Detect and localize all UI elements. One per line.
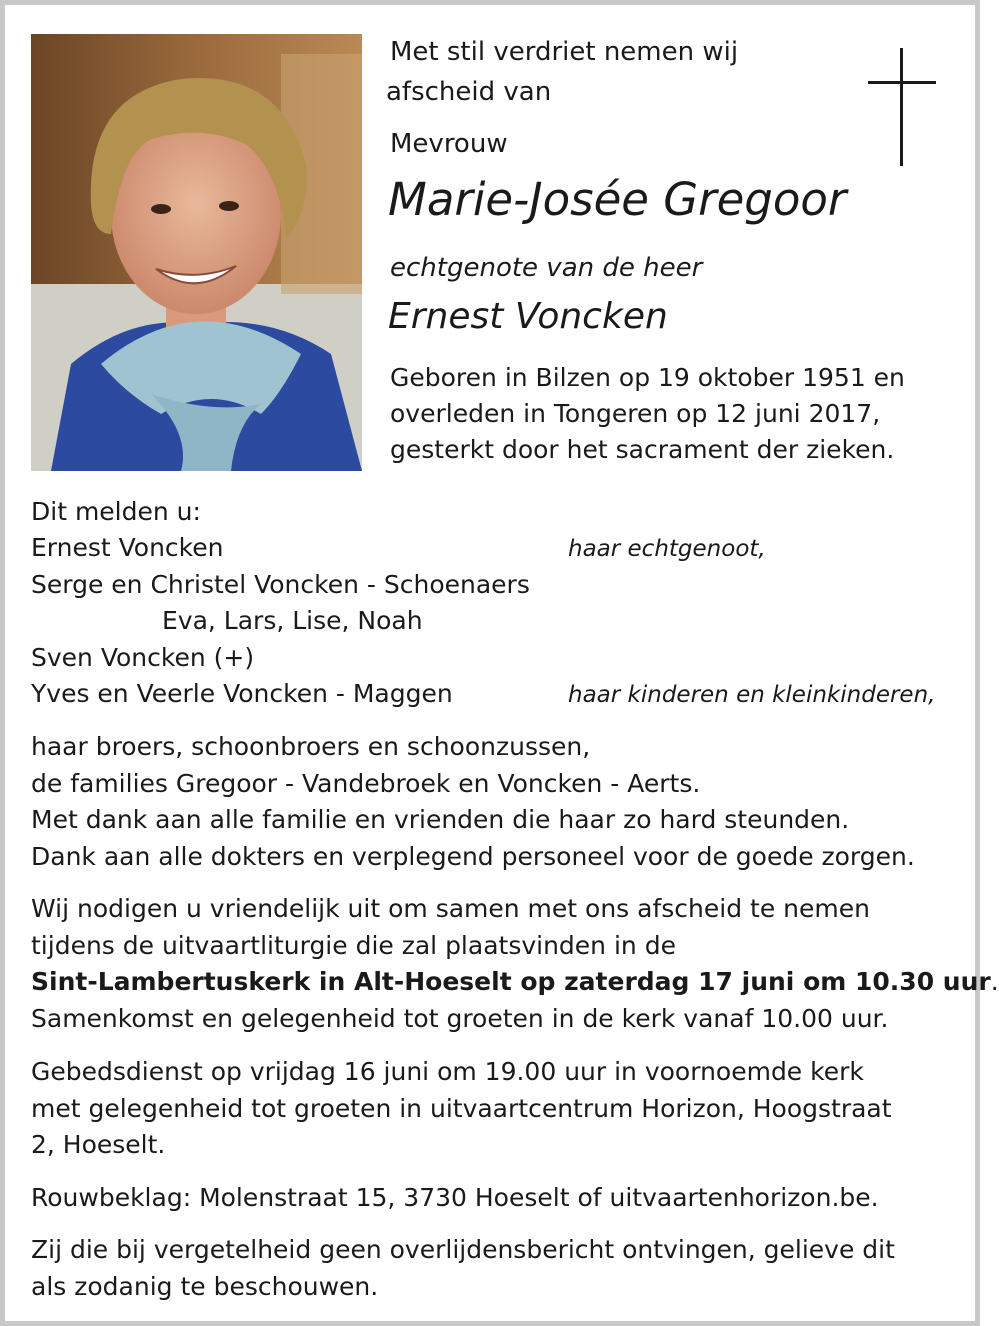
condolence-block	[31, 1180, 879, 1217]
family-intro: Dit melden u:	[31, 497, 201, 526]
family-row: Yves en Veerle Voncken - Maggen	[31, 679, 453, 708]
condolence-line: Rouwbeklag: Molenstraat 15, 3730 Hoeselt of uitvaartenhorizon.be.	[31, 1183, 879, 1212]
funeral-line: Wij nodigen u vriendelijk uit om samen met ons afscheid te nemen	[31, 894, 870, 923]
funeral-line-end: .	[990, 967, 999, 996]
intro-line-1: Met stil verdriet nemen wij	[390, 37, 739, 67]
prayer-line: 2, Hoeselt.	[31, 1130, 166, 1159]
birth-death-line: gesterkt door het sacrament der zieken.	[390, 435, 895, 464]
family-row: Sven Voncken (+)	[31, 643, 255, 672]
funeral-line-location	[31, 964, 999, 1001]
closing-block	[31, 1232, 895, 1305]
relation-spouse: haar echtgenoot,	[568, 536, 766, 562]
birth-death-text	[390, 360, 905, 468]
closing-line: Zij die bij vergetelheid geen overlijdensbericht ontvingen, gelieve dit	[31, 1235, 895, 1264]
prayer-line: Gebedsdienst op vrijdag 16 juni om 19.00 uur in voornoemde kerk	[31, 1057, 864, 1086]
relation-children: haar kinderen en kleinkinderen,	[568, 682, 936, 708]
birth-death-line: Geboren in Bilzen op 19 oktober 1951 en	[390, 363, 905, 392]
thanks-block	[31, 729, 915, 875]
salutation: Mevrouw	[390, 129, 508, 159]
spouse-name: Ernest Voncken	[388, 296, 668, 337]
prayer-line: met gelegenheid tot groeten in uitvaartcentrum Horizon, Hoogstraat	[31, 1093, 892, 1123]
family-row: Ernest Voncken	[31, 533, 224, 562]
prayer-block	[31, 1054, 892, 1164]
closing-line: als zodanig te beschouwen.	[31, 1271, 379, 1301]
thanks-line: haar broers, schoonbroers en schoonzussen,	[31, 732, 591, 761]
cross-icon	[868, 48, 936, 166]
birth-death-line: overleden in Tongeren op 12 juni 2017,	[390, 399, 881, 428]
funeral-line: Samenkomst en gelegenheid tot groeten in de kerk vanaf 10.00 uur.	[31, 1003, 889, 1033]
thanks-line: Met dank aan alle familie en vrienden die haar zo hard steunden.	[31, 805, 850, 834]
thanks-line: Dank aan alle dokters en verplegend personeel voor de goede zorgen.	[31, 841, 915, 871]
funeral-line: tijdens de uitvaartliturgie die zal plaatsvinden in de	[31, 930, 676, 960]
deceased-name: Marie-Josée Gregoor	[388, 173, 847, 226]
funeral-location-time: Sint-Lambertuskerk in Alt-Hoeselt op zaterdag 17 juni om 10.30 uur	[31, 967, 991, 996]
family-row-grandchildren: Eva, Lars, Lise, Noah	[162, 606, 423, 635]
thanks-line: de families Gregoor - Vandebroek en Voncken - Aerts.	[31, 768, 701, 798]
portrait-photo	[31, 34, 362, 471]
family-row: Serge en Christel Voncken - Schoenaers	[31, 570, 530, 599]
intro-line-2: afscheid van	[386, 77, 552, 107]
relation-to-spouse: echtgenote van de heer	[390, 253, 703, 283]
funeral-block	[31, 891, 999, 1037]
